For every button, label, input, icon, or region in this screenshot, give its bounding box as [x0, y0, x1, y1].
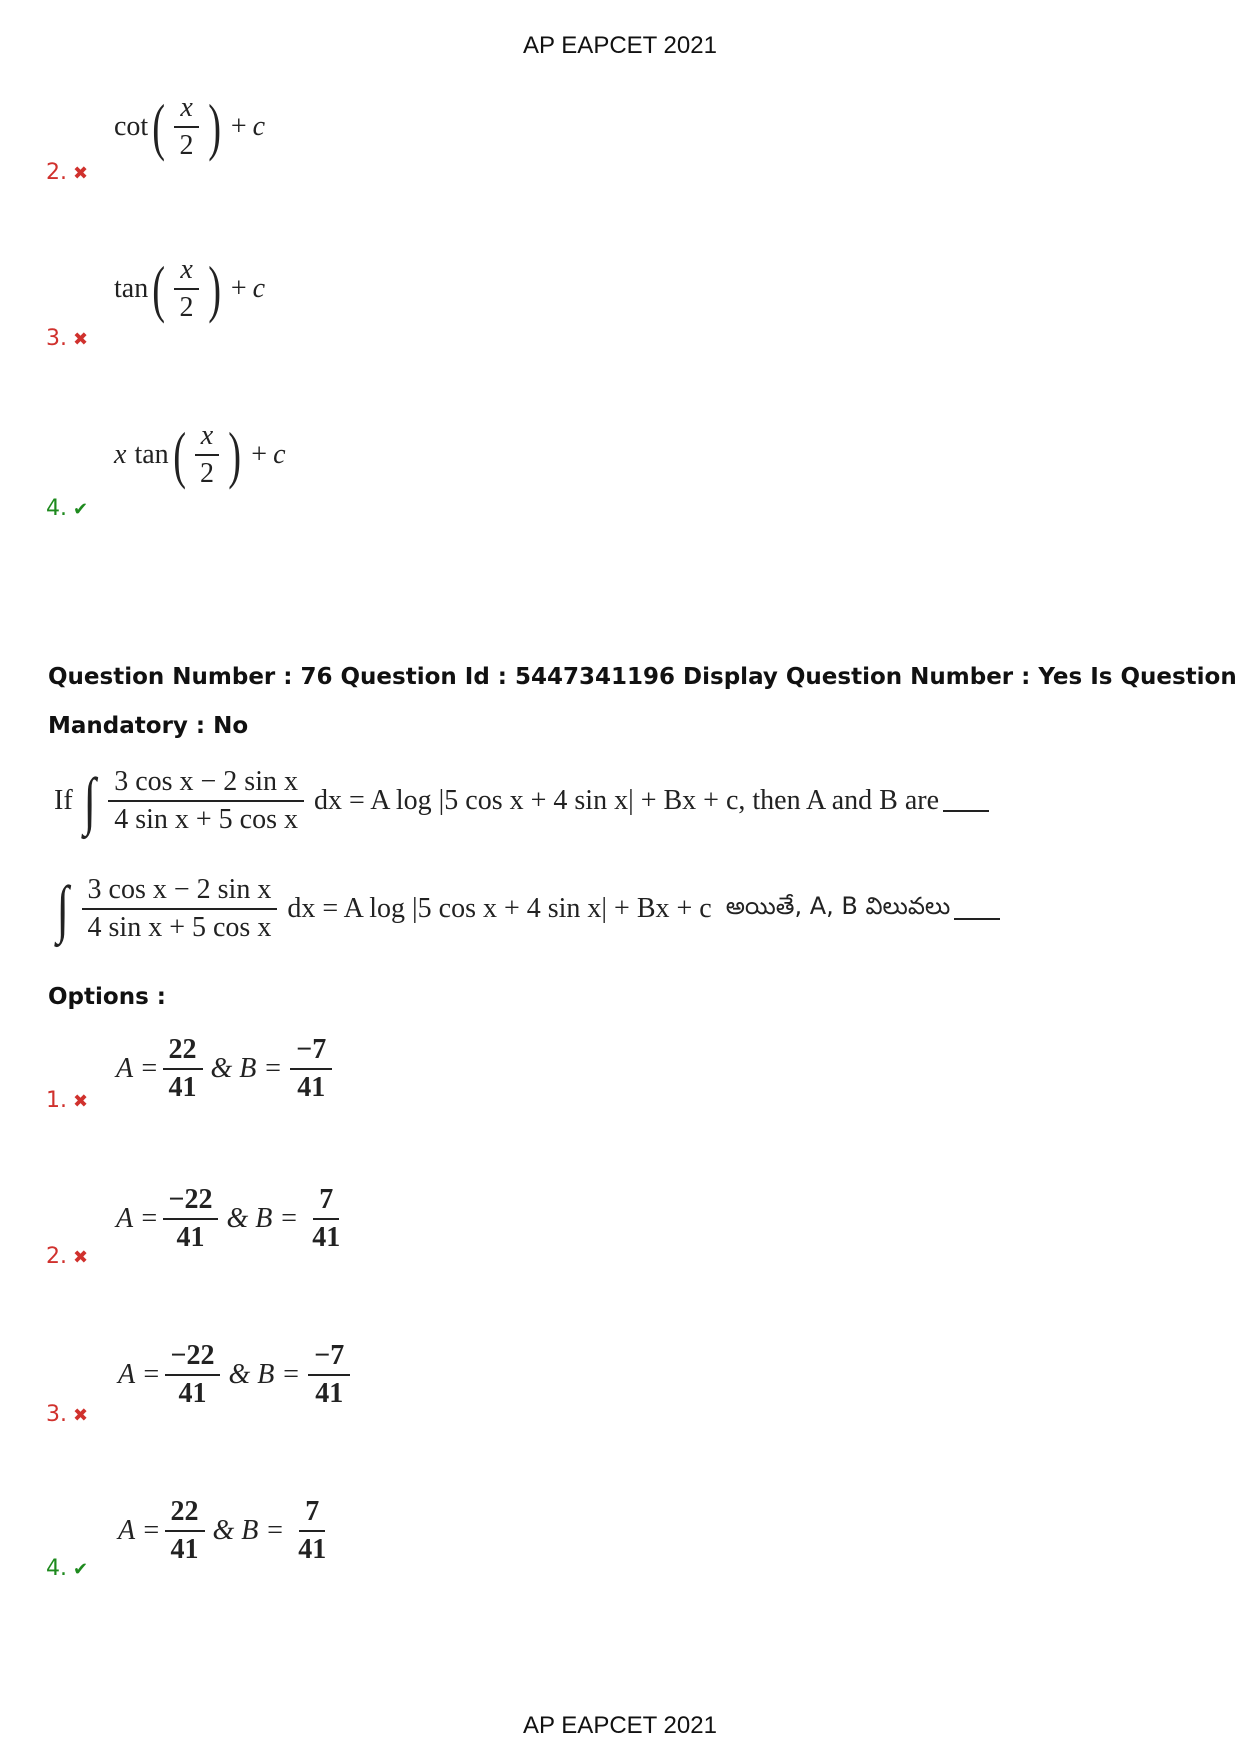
fraction-numerator: x [174, 254, 198, 290]
b-fraction [292, 1496, 332, 1566]
left-paren: ( [152, 91, 166, 163]
plus-sign: + [251, 439, 268, 471]
wrong-mark-icon: ✖ [73, 1091, 89, 1112]
b-numerator: 7 [313, 1184, 339, 1220]
func-name: tan [134, 439, 169, 471]
left-paren: ( [172, 419, 186, 491]
a-numerator: 22 [165, 1496, 205, 1532]
question-meta-line-2: Mandatory : No [48, 713, 249, 739]
integrand-fraction [82, 874, 278, 944]
prev-option-4-expression [114, 420, 286, 490]
option-number: 3. [46, 326, 67, 351]
fraction-numerator: x [174, 92, 198, 128]
fraction-denominator: 2 [199, 458, 214, 490]
wrong-mark-icon: ✖ [73, 329, 89, 350]
page-header: AP EAPCET 2021 [523, 32, 717, 59]
wrong-mark-icon: ✖ [73, 163, 89, 184]
right-paren: ) [207, 91, 221, 163]
answer-blank [943, 790, 989, 812]
option-number: 1. [46, 1088, 67, 1113]
integral-sign: ∫ [56, 873, 69, 945]
integral-rhs: dx = A log |5 cos x + 4 sin x| + Bx + c [313, 785, 739, 817]
b-fraction [308, 1340, 350, 1410]
func-name: tan [114, 273, 149, 305]
fraction [174, 92, 200, 162]
a-lhs: A = [116, 1053, 159, 1085]
a-fraction [163, 1034, 203, 1104]
option-number: 4. [46, 496, 67, 521]
option-4-expression [118, 1496, 336, 1566]
plus-sign: + [230, 273, 247, 305]
right-paren: ) [228, 419, 242, 491]
option-number: 3. [46, 1402, 67, 1427]
integrand-denominator: 4 sin x + 5 cos x [87, 912, 272, 944]
question-tail-telugu: అయితే, A, B విలువలు [725, 892, 951, 921]
a-fraction [165, 1340, 221, 1410]
correct-mark-icon: ✔ [73, 1559, 89, 1580]
a-numerator: −22 [165, 1340, 221, 1376]
prefix-variable: x [114, 439, 127, 471]
a-lhs: A = [118, 1359, 161, 1391]
integrand-numerator: 3 cos x − 2 sin x [82, 874, 278, 910]
a-lhs: A = [118, 1515, 161, 1547]
answer-blank [954, 898, 1000, 920]
a-numerator: 22 [163, 1034, 203, 1070]
prev-option-4-number [46, 496, 88, 521]
option-number: 2. [46, 1244, 67, 1269]
left-paren: ( [152, 253, 166, 325]
b-numerator: 7 [299, 1496, 325, 1532]
a-denominator: 41 [176, 1222, 205, 1254]
option-2-number [46, 1244, 88, 1269]
fraction-denominator: 2 [179, 130, 194, 162]
b-lhs: & B = [210, 1053, 283, 1085]
option-number: 2. [46, 160, 67, 185]
prev-option-2-expression [114, 92, 265, 162]
fraction [174, 254, 200, 324]
integrand-numerator: 3 cos x − 2 sin x [108, 766, 304, 802]
plus-sign: + [230, 111, 247, 143]
prev-option-3-number [46, 326, 88, 351]
option-2-expression [116, 1184, 350, 1254]
b-lhs: & B = [228, 1359, 301, 1391]
option-number: 4. [46, 1556, 67, 1581]
fraction [194, 420, 220, 490]
a-numerator: −22 [163, 1184, 219, 1220]
question-meta-line-1: Question Number : 76 Question Id : 5447341196 Display Question Number : Yes Is Question [48, 664, 1237, 690]
constant: c [273, 439, 286, 471]
question-tail: , then A and B are [738, 785, 939, 817]
b-lhs: & B = [212, 1515, 285, 1547]
b-lhs: & B = [226, 1203, 299, 1235]
b-denominator: 41 [298, 1534, 327, 1566]
constant: c [252, 111, 266, 143]
constant: c [252, 273, 266, 305]
page-footer: AP EAPCET 2021 [523, 1712, 717, 1739]
b-denominator: 41 [315, 1378, 344, 1410]
options-label: Options : [48, 984, 166, 1010]
func-name: cot [114, 111, 149, 143]
b-fraction [290, 1034, 332, 1104]
prev-option-2-number [46, 160, 88, 185]
integral-rhs: dx = A log |5 cos x + 4 sin x| + Bx + c [287, 893, 712, 925]
right-paren: ) [207, 253, 221, 325]
option-1-expression [116, 1034, 336, 1104]
b-denominator: 41 [312, 1222, 341, 1254]
b-numerator: −7 [308, 1340, 350, 1376]
question-english [54, 766, 989, 836]
b-denominator: 41 [297, 1072, 326, 1104]
b-fraction [306, 1184, 346, 1254]
a-lhs: A = [116, 1203, 159, 1235]
a-fraction [163, 1184, 219, 1254]
b-numerator: −7 [290, 1034, 332, 1070]
wrong-mark-icon: ✖ [73, 1247, 89, 1268]
if-word: If [54, 785, 73, 817]
fraction-denominator: 2 [179, 292, 194, 324]
a-denominator: 41 [168, 1072, 197, 1104]
wrong-mark-icon: ✖ [73, 1405, 89, 1426]
integrand-denominator: 4 sin x + 5 cos x [114, 804, 298, 836]
integrand-fraction [108, 766, 304, 836]
integral-sign: ∫ [83, 765, 96, 837]
option-3-expression [118, 1340, 354, 1410]
a-denominator: 41 [178, 1378, 207, 1410]
option-4-number [46, 1556, 88, 1581]
a-denominator: 41 [170, 1534, 199, 1566]
fraction-numerator: x [195, 420, 219, 456]
correct-mark-icon: ✔ [73, 499, 89, 520]
prev-option-3-expression [114, 254, 265, 324]
question-telugu [54, 874, 1000, 944]
a-fraction [165, 1496, 205, 1566]
option-3-number [46, 1402, 88, 1427]
option-1-number [46, 1088, 88, 1113]
